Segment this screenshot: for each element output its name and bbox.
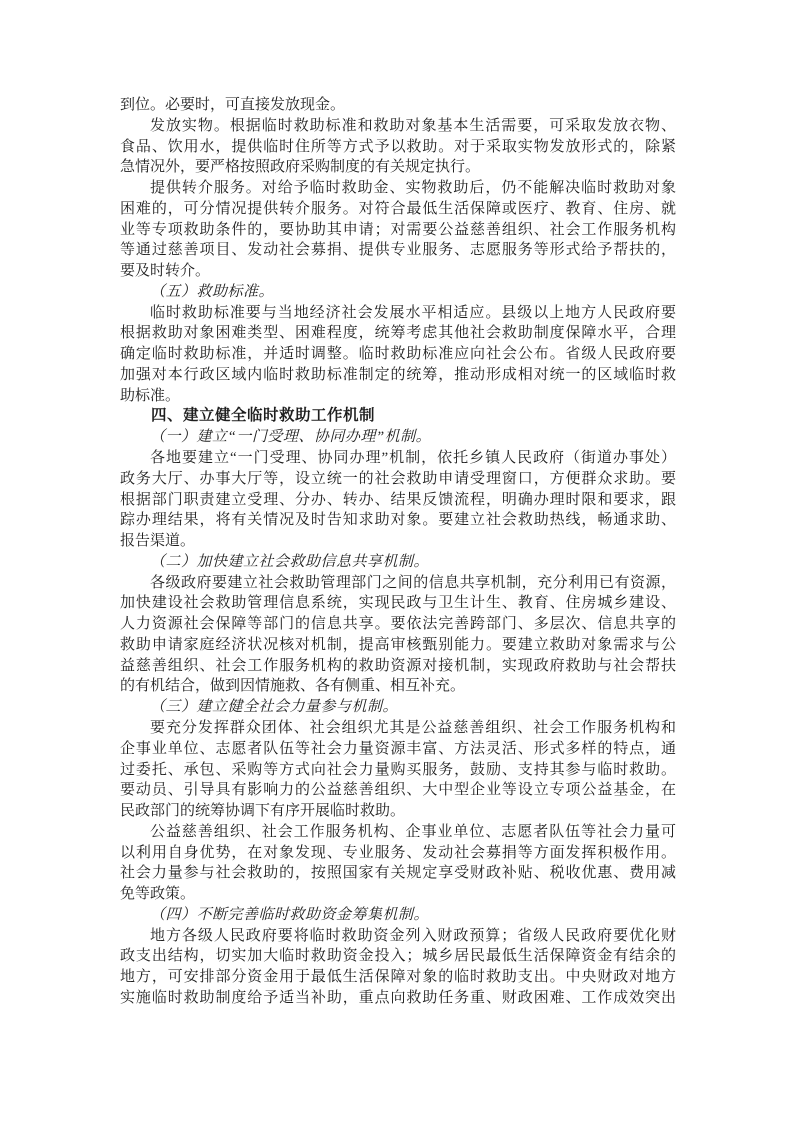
body-text-line: 救助申请家庭经济状况核对机制，提高审核甄别能力。要建立救助对象需求与公 bbox=[120, 636, 676, 653]
body-text-line: 的有机结合，做到因情施救、各有侧重、相互补充。 bbox=[120, 678, 466, 695]
body-text-line: 各级政府要建立社会救助管理部门之间的信息共享机制，充分利用已有资源， bbox=[150, 574, 676, 591]
body-text-line: 要动员、引导具有影响力的公益慈善组织、大中型企业等设立专项公益基金，在 bbox=[120, 782, 676, 799]
body-text-line: 要及时转介。 bbox=[120, 263, 211, 280]
body-text-line: 加强对本行政区域内临时救助标准制定的统筹，推动形成相对统一的区域临时救 bbox=[120, 366, 676, 383]
body-text-line: 社会力量参与社会救助的，按照国家有关规定享受财政补贴、税收优惠、费用减 bbox=[120, 865, 676, 882]
body-text-line: 踪办理结果，将有关情况及时告知求助对象。要建立社会救助热线，畅通求助、 bbox=[120, 512, 676, 529]
body-text-line: 确定临时救助标准，并适时调整。临时救助标准应向社会公布。省级人民政府要 bbox=[120, 346, 676, 363]
body-text-line: 要充分发挥群众团体、社会组织尤其是公益慈善组织、社会工作服务机构和 bbox=[150, 719, 676, 736]
body-text-line: 政务大厅、办事大厅等，设立统一的社会救助申请受理窗口，方便群众求助。要 bbox=[120, 470, 676, 487]
body-text-line: 提供转介服务。对给予临时救助金、实物救助后，仍不能解决临时救助对象 bbox=[150, 180, 676, 197]
subsection-heading: （一）建立“一门受理、协同办理”机制。 bbox=[150, 429, 432, 446]
body-text-line: 报告渠道。 bbox=[120, 533, 196, 550]
body-text-line: 困难的，可分情况提供转介服务。对符合最低生活保障或医疗、教育、住房、就 bbox=[120, 200, 676, 217]
subsection-heading: （三）建立健全社会力量参与机制。 bbox=[150, 699, 399, 716]
body-text-line: 各地要建立“一门受理、协同办理”机制，依托乡镇人民政府（街道办事处） bbox=[150, 450, 676, 467]
body-text-line: 企事业单位、志愿者队伍等社会力量资源丰富、方法灵活、形式多样的特点，通 bbox=[120, 740, 676, 757]
body-text-line: 地方各级人民政府要将临时救助资金列入财政预算；省级人民政府要优化财 bbox=[150, 927, 676, 944]
body-text-line: 发放实物。根据临时救助标准和救助对象基本生活需要，可采取发放衣物、 bbox=[150, 117, 676, 134]
body-text-line: 民政部门的统筹协调下有序开展临时救助。 bbox=[120, 803, 406, 820]
body-text-line: 等通过慈善项目、发动社会募捐、提供专业服务、志愿服务等形式给予帮扶的， bbox=[120, 242, 676, 259]
subsection-heading: （四）不断完善临时救助资金筹集机制。 bbox=[150, 906, 430, 923]
body-text-line: 人力资源社会保障等部门的信息共享。要依法完善跨部门、多层次、信息共享的 bbox=[120, 616, 676, 633]
body-text-line: 到位。必要时，可直接发放现金。 bbox=[120, 97, 346, 113]
body-text-line: 临时救助标准要与当地经济社会发展水平相适应。县级以上地方人民政府要 bbox=[150, 304, 676, 321]
body-text-line: 过委托、承包、采购等方式向社会力量购买服务，鼓励、支持其参与临时救助。 bbox=[120, 761, 676, 778]
body-text-line: 业等专项救助条件的，要协助其申请；对需要公益慈善组织、社会工作服务机构 bbox=[120, 221, 676, 238]
body-text-line: 根据部门职责建立受理、分办、转办、结果反馈流程，明确办理时限和要求，跟 bbox=[120, 491, 676, 508]
body-text-line: 免等政策。 bbox=[120, 886, 196, 903]
document-body bbox=[120, 95, 676, 1009]
subsection-heading: （二）加快建立社会救助信息共享机制。 bbox=[150, 553, 430, 570]
body-text-line: 地方，可安排部分资金用于最低生活保障对象的临时救助支出。中央财政对地方 bbox=[120, 969, 676, 986]
subsection-heading: （五）救助标准。 bbox=[150, 283, 275, 300]
body-text-line: 公益慈善组织、社会工作服务机构、企事业单位、志愿者队伍等社会力量可 bbox=[150, 823, 676, 840]
body-text-line: 以利用自身优势，在对象发现、专业服务、发动社会募捐等方面发挥积极作用。 bbox=[120, 844, 676, 861]
body-text-line: 政支出结构，切实加大临时救助资金投入；城乡居民最低生活保障资金有结余的 bbox=[120, 948, 676, 965]
body-text-line: 实施临时救助制度给予适当补助，重点向救助任务重、财政困难、工作成效突出 bbox=[120, 989, 676, 1006]
section-heading: 四、建立健全临时救助工作机制 bbox=[151, 407, 376, 425]
body-text-line: 加快建设社会救助管理信息系统，实现民政与卫生计生、教育、住房城乡建设、 bbox=[120, 595, 676, 612]
body-text-line: 根据救助对象困难类型、困难程度，统筹考虑其他社会救助制度保障水平，合理 bbox=[120, 325, 676, 342]
body-text-line: 食品、饮用水，提供临时住所等方式予以救助。对于采取实物发放形式的，除紧 bbox=[120, 138, 676, 155]
body-text-line: 益慈善组织、社会工作服务机构的救助资源对接机制，实现政府救助与社会帮扶 bbox=[120, 657, 676, 674]
body-text-line: 急情况外，要严格按照政府采购制度的有关规定执行。 bbox=[120, 159, 481, 176]
body-text-line: 助标准。 bbox=[120, 387, 181, 404]
